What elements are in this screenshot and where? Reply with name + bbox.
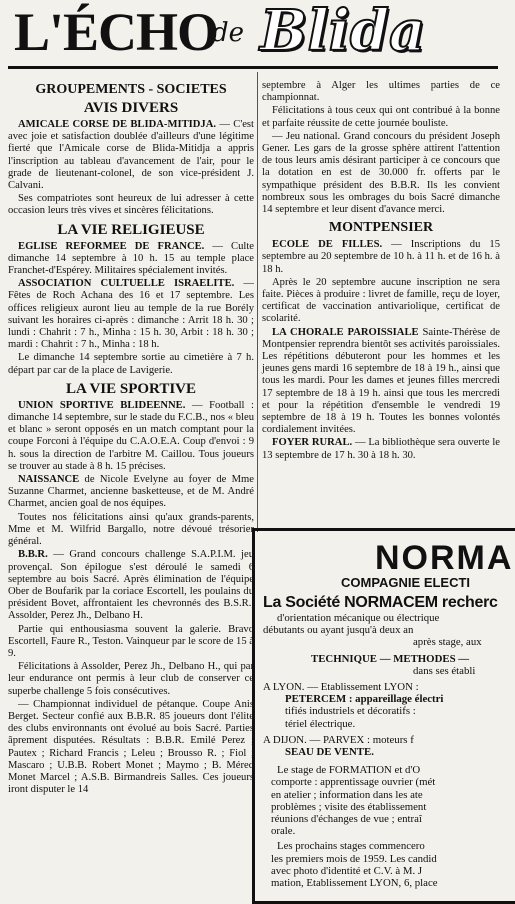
ad-req-1: d'orientation mécanique ou électrique (277, 612, 440, 624)
masthead (8, 0, 496, 68)
text-bbr-2: Partie qui enthousiasma souvent la galerie. Bravo Escortell, Faure R., Teston. Vainqueur par le score de 15 à 9. (8, 623, 254, 659)
ad-stage-5: réunions d'échanges de vue ; entraî (271, 813, 422, 826)
text-ecole-2: Après le 20 septembre aucune inscription ne sera faite. Pièces à produire : livret de famille, reçu de loyer, certificat de vaccination antivariolique, certificat de scolarité. (262, 276, 500, 325)
ad-technique: TECHNIQUE — METHODES — (311, 652, 470, 665)
ad-stage-2: comporte : apprentissage ouvrier (mét (271, 776, 436, 789)
ad-stage-1: Le stage de FORMATION et d'O (277, 764, 421, 777)
ad-lyon-3: tifiés industriels et décoratifs : (285, 705, 416, 718)
text-chorale: Sainte-Thérèse de Montpensier reprendra bientôt ses activités paroissiales. Les répétitions débuteront pour les hommes et les jeunes gens mardi 16 septembre de 18 à 19 h., ainsi que tous les mardi. Pour les dames et jeunes filles mercredi 17 septembre de 18 à 19 h. ainsi que tous les mercredi et pour la répétition d'ensemble le vendredi 19 septembre de 18 à 19 h. Toutes les bonnes volontés cordialement invitées. (262, 326, 500, 436)
article-chorale (262, 327, 500, 437)
lead-amicale: AMICALE CORSE DE BLIDA-MITIDJA. (18, 119, 217, 130)
lead-union: UNION SPORTIVE BLIDEENNE. (18, 399, 186, 411)
ad-req-3: après stage, aux (413, 636, 482, 649)
ad-lyon-2: PETERCEM : appareillage électri (285, 693, 444, 706)
text-eglise: — Culte dimanche 14 septembre à 10 h. 15 au temple place Franchet-d'Espérey. Militaires spécialement invités. (8, 240, 254, 277)
lead-eglise: EGLISE REFORMEE DE FRANCE. (18, 240, 205, 252)
text-association-2: Le dimanche 14 septembre sortie au cimetière à 7 h. départ par car de la place de Lavigerie. (8, 352, 254, 376)
text-association: — Fêtes de Roch Achana des 16 et 17 septembre. Les offices religieux auront lieu au temple de la rue Borély suivant les horaires ci-après : dimanche : Arrit 18 h. 30 ; lundi : Chahrit : 7 h., Minha : 15 h. 30, Arbit : 18 h. 30 ; mardi : Chahrit : 7 h., Minha : 18 h. (8, 278, 254, 351)
text-bbr-3: Félicitations à Assolder, Perez Jh., Delbano H., qui par leur endurance ont permis à leur club de conserver ce superbe challenge 5 fois consécutives. (8, 661, 254, 697)
article-naissance (8, 474, 254, 511)
text-foyer: — La bibliothèque sera ouverte le 13 septembre de 17 h. 30 à 18 h. 30. (262, 437, 500, 461)
column-right (262, 80, 500, 463)
heading-vie-religieuse: LA VIE RELIGIEUSE (57, 221, 205, 238)
text-continuation-2: Félicitations à tous ceux qui ont contribué à la bonne et parfaite réussite de cette journée bouliste. (262, 105, 500, 129)
text-union: — Football : dimanche 14 septembre, sur le stade du F.C.B., nos « bleu et blanc » seront opposés en un match comptant pour la coupe Forconi à l'équipe du C.A.O.E.A. Coup d'envoi : 9 h. sous la direction de l'arbitre M. Caillou. Tous joueurs se trouver au stade à 8 h. 15 précises. (8, 399, 254, 472)
ad-brand: NORMA (375, 539, 514, 577)
text-ecole: — Inscriptions du 15 septembre au 20 septembre de 10 h. à 11 h. et de 16 h. à 18 h. (262, 239, 500, 275)
heading-vie-sportive: LA VIE SPORTIVE (65, 380, 197, 397)
article-association (8, 278, 254, 351)
masthead-blida: Blida (260, 0, 426, 64)
lead-bbr: B.B.R. (18, 549, 48, 561)
text-amicale: — C'est avec joie et satisfaction doublée d'ailleurs d'une légitime fierté que l'Amicale corse de Blida-Mitidja a appris l'inscription au tableau d'avancement de l'air, pour le grade de lieutenant-colonel, de son vice-président J. Calvani. (8, 119, 254, 192)
text-naissance: de Nicole Evelyne au foyer de Mme Suzanne Charmet, ancienne basketteuse, et de M. André Charmet, ancien goal de nos équipes. (8, 474, 254, 510)
column-divider (257, 72, 258, 532)
ad-next-4: mation, Etablissement LYON, 6, place (271, 877, 438, 890)
text-continuation: septembre à Alger les ultimes parties de ce championnat. (262, 80, 500, 104)
heading-groupements: GROUPEMENTS - SOCIETES (35, 82, 227, 97)
article-foyer (262, 437, 500, 461)
ad-dijon-2: SEAU DE VENTE. (285, 746, 374, 759)
text-naissance-2: Toutes nos félicitations ainsi qu'aux grands-parents, Mme et M. Wilfrid Bargallo, notre dévoué trésorier général. (8, 511, 254, 548)
ad-company: COMPAGNIE ELECTI (341, 575, 471, 590)
ad-lyon-4: tériel électrique. (285, 717, 356, 730)
article-amicale (8, 119, 254, 192)
ad-next-2: les premiers mois de 1959. Les candid (271, 852, 437, 865)
masthead-title: L'ÉCHO (14, 2, 219, 62)
advertisement-normacem (252, 528, 515, 904)
ad-stage-4: problèmes ; visite des établissement (271, 800, 427, 813)
lead-foyer: FOYER RURAL. (272, 437, 353, 449)
heading-montpensier: MONTPENSIER (328, 220, 434, 236)
masthead-rule (8, 66, 498, 69)
lead-naissance: NAISSANCE (18, 474, 80, 486)
ad-next-3: avec photo d'identité et C.V. à M. J (271, 864, 423, 877)
ad-stage-3: en atelier ; information dans les ate (271, 788, 423, 801)
article-bbr (8, 549, 254, 622)
ad-req-2: débutants ou ayant jusqu'à deux an (263, 624, 414, 637)
text-championnat: — Championnat individuel de pétanque. Coupe Anis Berget. Secteur confié aux B.B.R. 85 joueurs dont l'élite des clubs environnants ont évolué au bois Sacré. Parties âprement disputées. Résultats : B.B.R. Emilé Perez ; Pautex ; Richard Francis ; Leleu ; Brousso R. ; Fiol ; Mascaro ; U.B.B. Robert Monet ; Maymo ; B. Méred Monet Marcel ; A.S.B. Birmandreis Salles. Ces joueurs iront disputer le 14 (8, 698, 254, 796)
column-left (8, 80, 254, 797)
masthead-de: de (212, 18, 245, 48)
lead-ecole: ECOLE DE FILLES. (272, 239, 383, 251)
ad-lyon: A LYON. — Etablissement LYON : (263, 681, 419, 694)
text-bbr: — Grand concours challenge S.A.P.I.M. jeu provençal. Son épilogue s'est déroulé le samedi 6 septembre au bois Sacré. Après élimination de l'équipe Ober de Boufarik par la coriace Escortell, les poulains du président Bovet, affrontaient les chevronnés des B.S.R., Assolder, Perez Jh., Delbano H. (8, 549, 254, 622)
lead-chorale: LA CHORALE PAROISSIALE (272, 326, 419, 338)
ad-stage-6: orale. (271, 825, 296, 838)
ad-next-1: Les prochains stages commencero (277, 840, 425, 853)
lead-association: ASSOCIATION CULTUELLE ISRAELITE. (18, 278, 235, 290)
ad-dijon: A DIJON. — PARVEX : moteurs f (263, 733, 414, 746)
heading-avis-divers: AVIS DIVERS (83, 100, 179, 116)
ad-dans: dans ses établi (413, 664, 476, 677)
article-ecole (262, 239, 500, 276)
text-amicale-2: Ses compatriotes sont heureux de lui adresser à cette occasion leurs très vives et sincères félicitations. (8, 193, 254, 217)
text-jeu-national: — Jeu national. Grand concours du président Joseph Gener. Les gars de la grosse sphère attirent l'attention de tous leurs amis désirant participer à ce concours que la dotation en est de 30.000 fr. offerts par le sympathique président des B.B.R. Ils les convient nombreux sous les ombrages du bois Sacré dimanche 14 septembre et leur disent d'avance merci. (262, 130, 500, 216)
article-union (8, 400, 254, 473)
article-eglise (8, 241, 254, 278)
ad-recherche: La Société NORMACEM recherc (263, 594, 498, 611)
